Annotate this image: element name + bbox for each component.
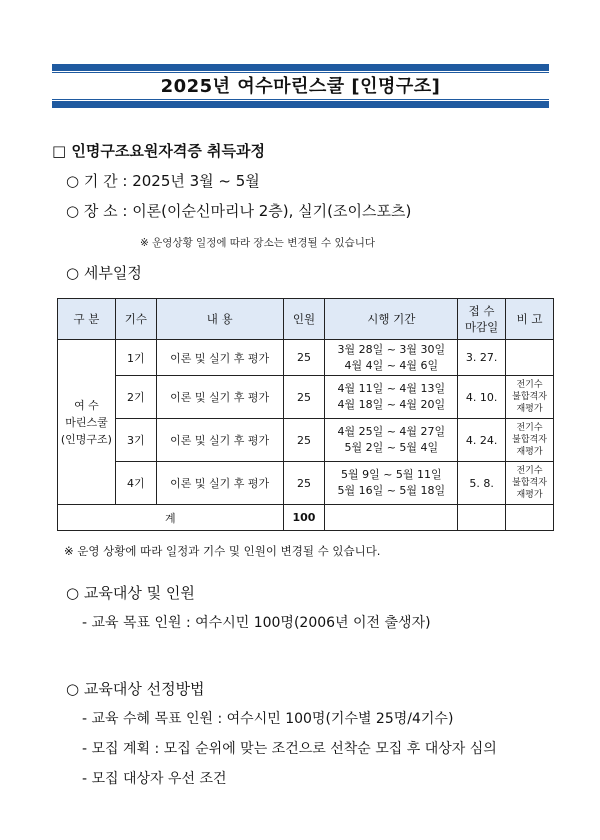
content-cell: 이론 및 실기 후 평가 xyxy=(156,419,283,462)
remark-line: 재평가 xyxy=(516,404,543,414)
table-header-row xyxy=(58,299,554,340)
total-label: 계 xyxy=(58,505,284,531)
deadline-cell: 4. 10. xyxy=(458,376,506,419)
schedule-table xyxy=(57,298,554,531)
deadline-cell: 5. 8. xyxy=(458,462,506,505)
period-line-1: 4월 25일 ~ 4월 27일 xyxy=(337,425,446,438)
remark-cell xyxy=(506,419,554,462)
period-line-1: 4월 11일 ~ 4월 13일 xyxy=(337,382,446,395)
detail-heading: ○ 세부일정 xyxy=(66,264,142,282)
header-deadline xyxy=(458,299,506,340)
remark-line: 전기수 xyxy=(516,466,543,476)
group-label-line: (인명구조) xyxy=(60,432,112,446)
target-heading: ○ 교육대상 및 인원 xyxy=(66,584,195,602)
total-empty-cell xyxy=(506,505,554,531)
group-label-line: 여 수 xyxy=(74,398,99,412)
selection-item: - 교육 수혜 목표 인원 : 여수시민 100명(기수별 25명/4기수) xyxy=(82,711,454,727)
table-row xyxy=(58,419,554,462)
title-rule-top xyxy=(52,64,549,71)
total-empty-cell xyxy=(325,505,458,531)
remark-cell xyxy=(506,462,554,505)
title-rule-thin-bottom xyxy=(52,99,549,100)
remark-line: 불합격자 xyxy=(512,392,547,402)
header-content: 내 용 xyxy=(156,299,283,340)
period-cell xyxy=(325,462,458,505)
header-deadline-line2: 마감일 xyxy=(464,320,499,334)
header-category: 구 분 xyxy=(58,299,116,340)
total-empty-cell xyxy=(458,505,506,531)
remark-cell xyxy=(506,376,554,419)
selection-heading: ○ 교육대상 선정방법 xyxy=(66,680,205,698)
remark-line: 재평가 xyxy=(516,447,543,457)
title-rule-bottom xyxy=(52,101,549,108)
header-personnel: 인원 xyxy=(283,299,325,340)
remark-line: 불합격자 xyxy=(512,478,547,488)
selection-item: - 모집 계획 : 모집 순위에 맞는 조건으로 선착순 모집 후 대상자 심의 xyxy=(82,741,497,757)
header-remark: 비 고 xyxy=(506,299,554,340)
deadline-cell: 4. 24. xyxy=(458,419,506,462)
content-cell: 이론 및 실기 후 평가 xyxy=(156,376,283,419)
table-row xyxy=(58,376,554,419)
title-rule-thin-top xyxy=(52,72,549,73)
period-cell xyxy=(325,376,458,419)
table-row xyxy=(58,462,554,505)
period-line: ○ 기 간 : 2025년 3월 ~ 5월 xyxy=(66,172,260,190)
header-session: 기수 xyxy=(115,299,156,340)
table-row xyxy=(58,340,554,376)
table-note: ※ 운영 상황에 따라 일정과 기수 및 인원이 변경될 수 있습니다. xyxy=(64,544,381,558)
personnel-cell: 25 xyxy=(283,376,325,419)
header-deadline-line1: 접 수 xyxy=(468,304,495,318)
period-line-1: 3월 28일 ~ 3월 30일 xyxy=(337,342,446,356)
deadline-cell: 3. 27. xyxy=(458,340,506,376)
section-heading: □ 인명구조요원자격증 취득과정 xyxy=(52,142,265,160)
remark-line: 전기수 xyxy=(516,423,543,433)
session-cell: 2기 xyxy=(115,376,156,419)
total-value: 100 xyxy=(283,505,325,531)
group-label-cell xyxy=(58,340,116,505)
remark-line: 전기수 xyxy=(516,380,543,390)
header-period: 시행 기간 xyxy=(325,299,458,340)
period-cell xyxy=(325,340,458,376)
personnel-cell: 25 xyxy=(283,419,325,462)
remark-line: 재평가 xyxy=(516,490,543,500)
period-cell xyxy=(325,419,458,462)
period-line-2: 5월 2일 ~ 5월 4일 xyxy=(344,441,439,454)
remark-cell xyxy=(506,340,554,376)
personnel-cell: 25 xyxy=(283,462,325,505)
venue-line: ○ 장 소 : 이론(이순신마리나 2층), 실기(조이스포츠) xyxy=(66,202,412,220)
group-label-line: 마린스쿨 xyxy=(65,415,108,429)
target-item: - 교육 목표 인원 : 여수시민 100명(2006년 이전 출생자) xyxy=(82,615,431,631)
remark-line: 불합격자 xyxy=(512,435,547,445)
venue-note: ※ 운영상황 일정에 따라 장소는 변경될 수 있습니다 xyxy=(140,237,376,249)
document-title: 2025년 여수마린스쿨 [인명구조] xyxy=(160,76,441,97)
session-cell: 3기 xyxy=(115,419,156,462)
content-cell: 이론 및 실기 후 평가 xyxy=(156,462,283,505)
session-cell: 4기 xyxy=(115,462,156,505)
period-line-2: 4월 18일 ~ 4월 20일 xyxy=(337,398,446,411)
content-cell: 이론 및 실기 후 평가 xyxy=(156,340,283,376)
personnel-cell: 25 xyxy=(283,340,325,376)
selection-item: - 모집 대상자 우선 조건 xyxy=(82,771,227,787)
period-line-2: 5월 16일 ~ 5월 18일 xyxy=(337,484,446,497)
table-total-row xyxy=(58,505,554,531)
session-cell: 1기 xyxy=(115,340,156,376)
period-line-2: 4월 4일 ~ 4월 6일 xyxy=(344,358,439,372)
period-line-1: 5월 9일 ~ 5월 11일 xyxy=(340,468,442,481)
